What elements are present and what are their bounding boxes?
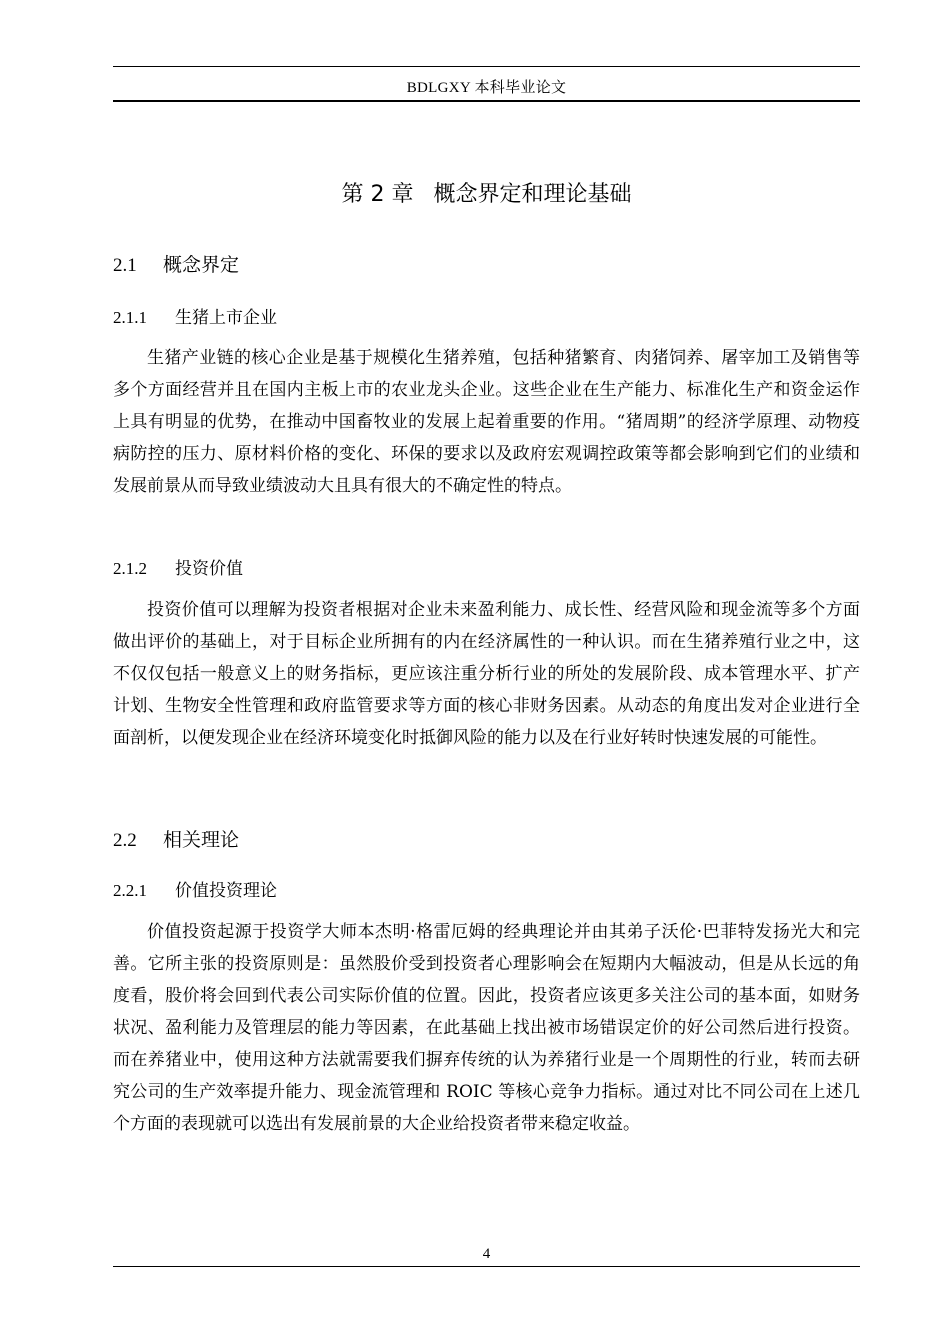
page-number: 4: [482, 1246, 491, 1262]
subsection-heading-2-1-2: [113, 557, 243, 581]
subsection-title: 价值投资理论: [175, 881, 277, 901]
subsection-number: 2.1.2: [113, 559, 147, 578]
subsection-heading-2-2-1: [113, 879, 277, 903]
header-bottom-rule: [113, 100, 860, 102]
header-top-rule: [113, 66, 860, 67]
paragraph-2-1-1: 生猪产业链的核心企业是基于规模化生猪养殖，包括种猪繁育、肉猪饲养、屠宰加工及销售等多个方面经营并且在国内主板上市的农业龙头企业。这些企业在生产能力、标准化生产和资金运作上具有明显的优势，在推动中国畜牧业的发展上起着重要的作用。“猪周期”的经济学原理、动物疫病防控的压力、原材料价格的变化、环保的要求以及政府宏观调控政策等都会影响到它们的业绩和发展前景从而导致业绩波动大且具有很大的不确定性的特点。: [113, 348, 860, 496]
subsection-number: 2.1.1: [113, 308, 147, 327]
section-title: 概念界定: [163, 254, 240, 276]
section-number: 2.1: [113, 255, 137, 276]
subsection-title: 投资价值: [175, 559, 243, 579]
paragraph-2-2-1: 价值投资起源于投资学大师本杰明·格雷厄姆的经典理论并由其弟子沃伦·巴菲特发扬光大和完善。它所主张的投资原则是：虽然股价受到投资者心理影响会在短期内大幅波动，但是从长远的角度看，股价将会回到代表公司实际价值的位置。因此，投资者应该更多关注公司的基本面，如财务状况、盈利能力及管理层的能力等因素，在此基础上找出被市场错误定价的好公司然后进行投资。而在养猪业中，使用这种方法就需要我们摒弃传统的认为养猪行业是一个周期性的行业，转而去研究公司的生产效率提升能力、现金流管理和 ROIC 等核心竞争力指标。通过对比不同公司在上述几个方面的表现就可以选出有发展前景的大企业给投资者带来稳定收益。: [113, 922, 860, 1134]
subsection-number: 2.2.1: [113, 881, 147, 900]
paragraph-2-1-2: 投资价值可以理解为投资者根据对企业未来盈利能力、成长性、经营风险和现金流等多个方面做出评价的基础上，对于目标企业所拥有的内在经济属性的一种认识。而在生猪养殖行业之中，这不仅仅包括一般意义上的财务指标，更应该注重分析行业的所处的发展阶段、成本管理水平、扩产计划、生物安全性管理和政府监管要求等方面的核心非财务因素。从动态的角度出发对企业进行全面剖析，以便发现企业在经济环境变化时抵御风险的能力以及在行业好转时快速发展的可能性。: [113, 600, 860, 748]
running-header: BDLGXY 本科毕业论文: [406, 80, 567, 96]
section-heading-2-1: [113, 252, 239, 279]
section-number: 2.2: [113, 830, 137, 851]
chapter-number: 第 2 章: [341, 182, 414, 207]
footer-rule: [113, 1266, 860, 1267]
chapter-title: 概念界定和理论基础: [433, 182, 632, 207]
subsection-title: 生猪上市企业: [175, 308, 277, 328]
chapter-heading: [113, 180, 860, 210]
section-title: 相关理论: [163, 829, 240, 851]
section-heading-2-2: [113, 827, 239, 854]
subsection-heading-2-1-1: [113, 306, 277, 330]
